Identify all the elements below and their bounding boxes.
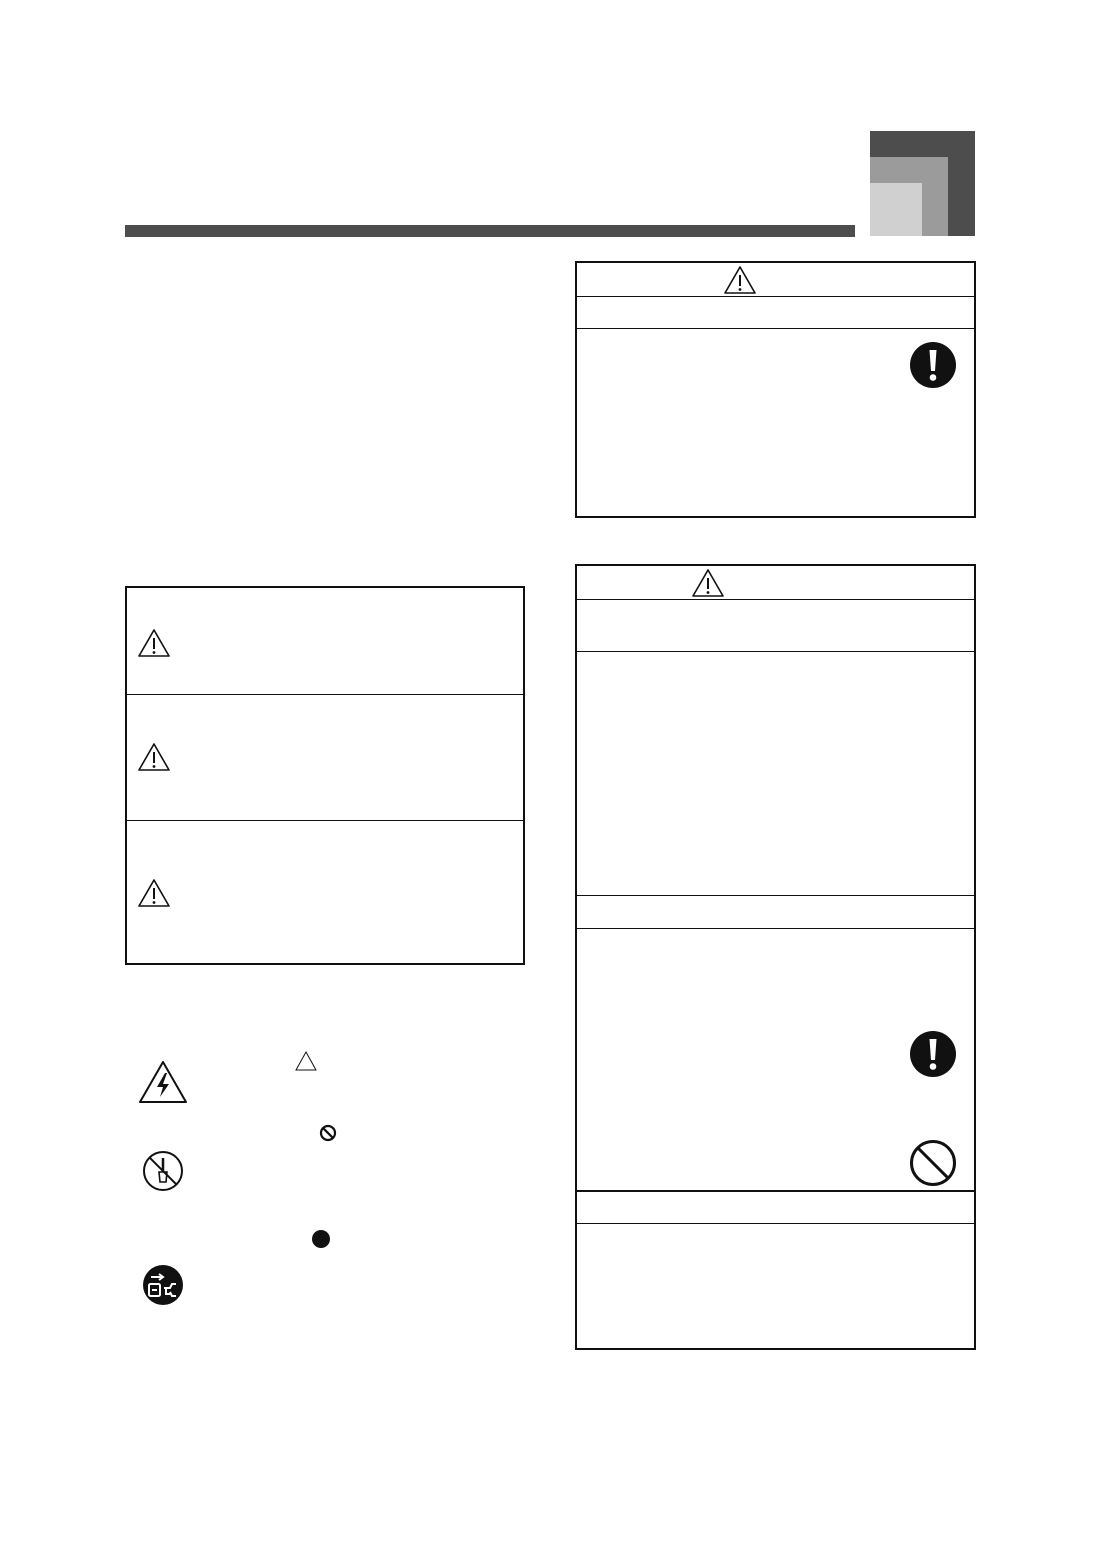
section-divider	[577, 1223, 974, 1224]
corner-block-light	[870, 183, 922, 236]
header-bar	[125, 225, 855, 237]
box-header-divider	[577, 599, 974, 600]
box-subheader-divider	[577, 328, 974, 329]
prohibition-circle-icon	[909, 1139, 957, 1187]
solid-dot-icon	[311, 1229, 331, 1249]
warning-triangle-icon	[137, 878, 171, 908]
signal-word-table	[125, 586, 525, 965]
warning-triangle-icon	[137, 628, 171, 658]
warning-box-2	[575, 564, 976, 1350]
signal-row-divider	[127, 694, 523, 695]
exclamation-circle-icon	[909, 341, 957, 389]
warning-triangle-icon	[137, 742, 171, 772]
box-header-divider	[577, 296, 974, 297]
electric-shock-triangle-icon	[138, 1060, 188, 1104]
warning-triangle-icon	[691, 568, 725, 598]
small-triangle-icon	[295, 1051, 317, 1071]
exclamation-circle-icon	[909, 1030, 957, 1078]
section-divider	[577, 651, 974, 652]
small-prohibition-icon	[319, 1124, 337, 1142]
do-not-disassemble-icon	[142, 1150, 184, 1192]
section-divider	[577, 1190, 974, 1192]
section-divider	[577, 928, 974, 929]
warning-box-1	[575, 261, 976, 518]
warning-triangle-icon	[723, 265, 757, 295]
signal-row-divider	[127, 820, 523, 821]
unplug-power-icon	[142, 1264, 184, 1306]
section-divider	[577, 895, 974, 896]
